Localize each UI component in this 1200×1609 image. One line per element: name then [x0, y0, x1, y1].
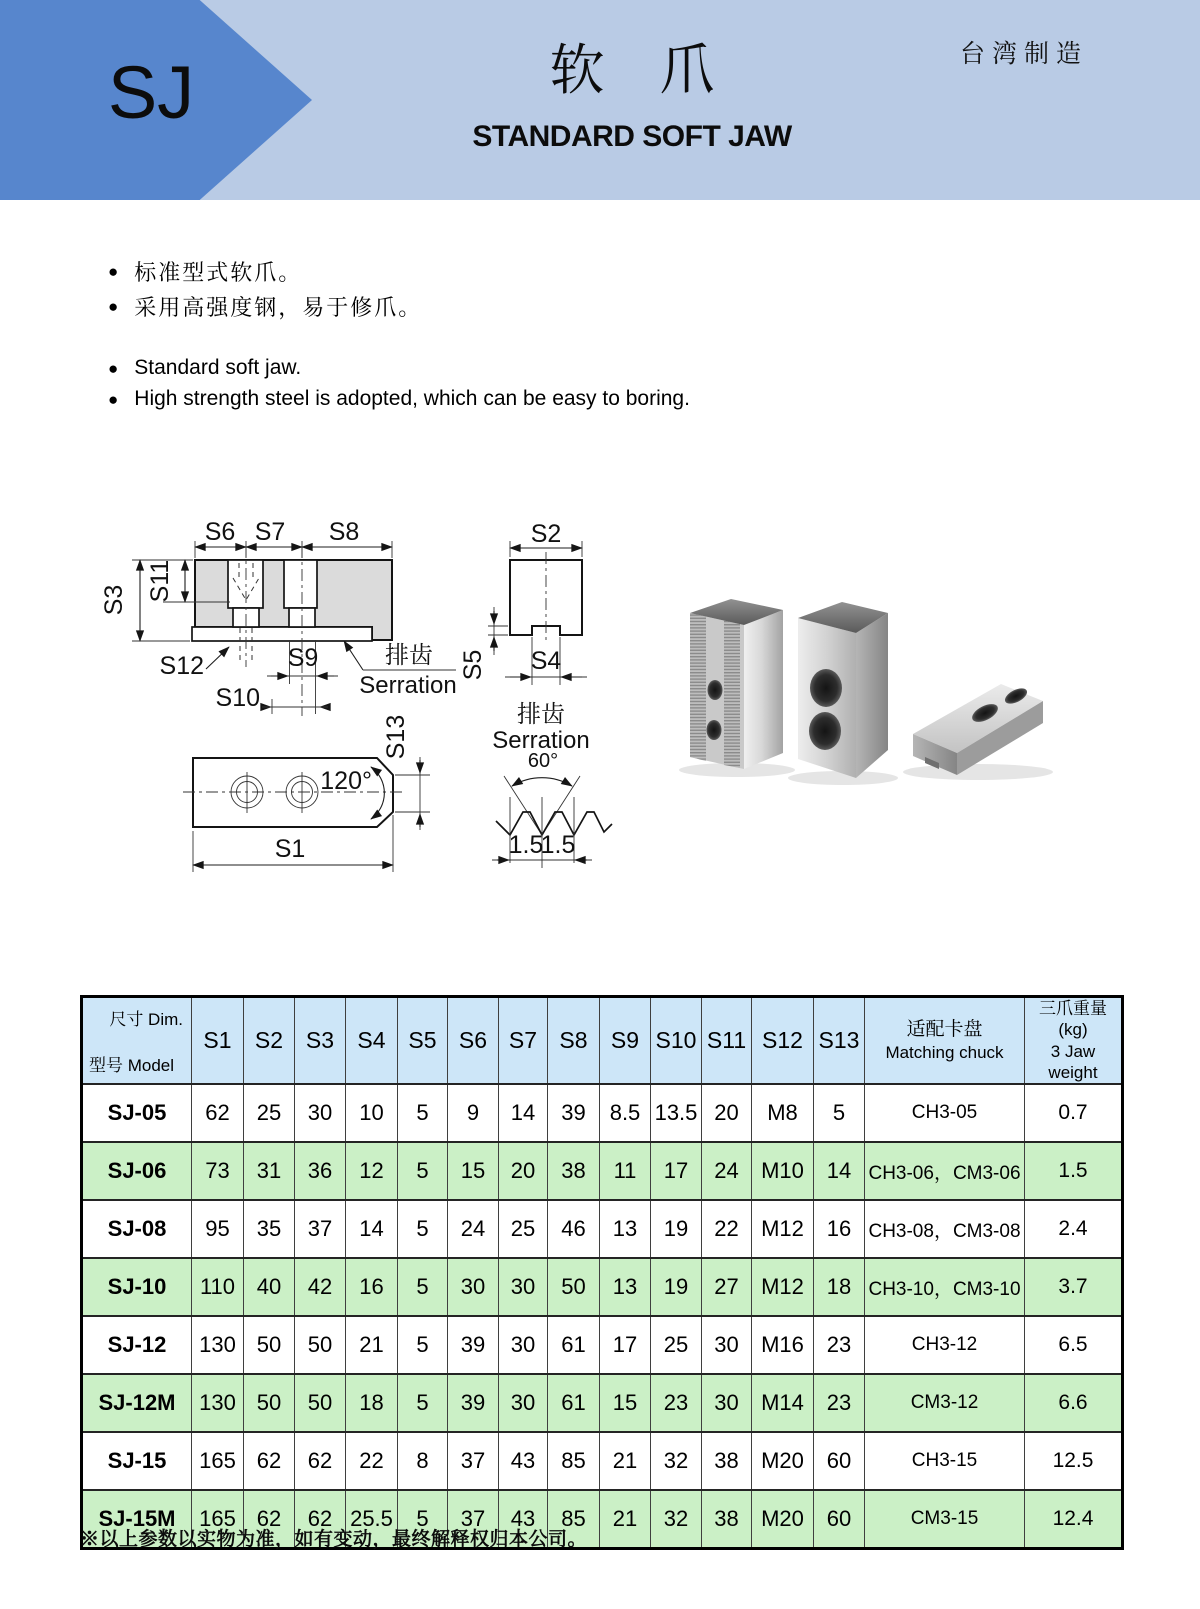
- dim-value-cell: 12: [346, 1142, 398, 1200]
- weight-cell: 3.7: [1025, 1258, 1123, 1316]
- dim-value-cell: 25: [244, 1084, 295, 1142]
- model-cell: SJ-05: [82, 1084, 192, 1142]
- dim-label-s4: S4: [530, 647, 562, 675]
- bullet-icon: ●: [108, 297, 119, 316]
- table-row: [82, 1432, 1123, 1490]
- serration-title-cn: 排齿: [517, 701, 565, 728]
- chuck-header-en: Matching chuck: [885, 1042, 1004, 1062]
- dim-label-s7: S7: [254, 518, 286, 546]
- dim-value-cell: 30: [702, 1374, 752, 1432]
- dim-value-cell: 50: [295, 1316, 346, 1374]
- dim-value-cell: 60: [814, 1490, 865, 1548]
- soft-jaw-block-right: [913, 684, 1043, 775]
- chuck-cell: CH3-15: [865, 1432, 1025, 1490]
- dim-value-cell: 39: [448, 1374, 499, 1432]
- dim-value-cell: 23: [814, 1374, 865, 1432]
- dim-value-cell: 50: [295, 1374, 346, 1432]
- weight-cell: 12.5: [1025, 1432, 1123, 1490]
- dim-value-cell: 130: [192, 1316, 244, 1374]
- col-header-s5: S5: [398, 997, 448, 1085]
- dim-value-cell: 62: [192, 1084, 244, 1142]
- dim-label-s2: S2: [530, 520, 562, 548]
- dim-value-cell: M20: [752, 1490, 814, 1548]
- table-row: [82, 1258, 1123, 1316]
- dim-value-cell: 39: [548, 1084, 600, 1142]
- chamfer-angle-label: 120°: [320, 767, 372, 795]
- dim-value-cell: 14: [499, 1084, 548, 1142]
- dim-value-cell: 25: [499, 1200, 548, 1258]
- spec-table-container: [80, 995, 1124, 1550]
- end-view: [459, 520, 587, 685]
- serration-title-en: Serration: [492, 727, 590, 754]
- model-cell: SJ-12: [82, 1316, 192, 1374]
- dim-value-cell: 43: [499, 1490, 548, 1548]
- dim-value-cell: 62: [244, 1490, 295, 1548]
- dim-label-s13: S13: [382, 714, 410, 760]
- dim-value-cell: M16: [752, 1316, 814, 1374]
- col-header-s7: S7: [499, 997, 548, 1085]
- corner-header-cell: [82, 997, 192, 1085]
- dim-value-cell: M12: [752, 1258, 814, 1316]
- dim-value-cell: 17: [600, 1316, 651, 1374]
- feature-text: Standard soft jaw.: [134, 356, 302, 379]
- weight-cell: 2.4: [1025, 1200, 1123, 1258]
- soft-jaw-block-left: [690, 599, 783, 769]
- col-header-s11: S11: [702, 997, 752, 1085]
- technical-drawing: [90, 460, 660, 880]
- series-code: SJ: [107, 51, 195, 134]
- dim-value-cell: 20: [702, 1084, 752, 1142]
- feature-text: 采用高强度钢，易于修爪。: [134, 295, 423, 320]
- side-view: [100, 518, 457, 716]
- dim-header-label: 尺寸 Dim.: [109, 1010, 183, 1029]
- weight-cell: 12.4: [1025, 1490, 1123, 1548]
- dim-label-s3: S3: [100, 584, 128, 616]
- product-photo: [630, 540, 1130, 880]
- dim-value-cell: 8: [398, 1432, 448, 1490]
- dim-value-cell: 5: [398, 1316, 448, 1374]
- dim-value-cell: 5: [398, 1200, 448, 1258]
- page-title-cn: 软 爪: [549, 39, 715, 101]
- dim-value-cell: 95: [192, 1200, 244, 1258]
- dim-value-cell: 30: [499, 1316, 548, 1374]
- chuck-cell: CH3-05: [865, 1084, 1025, 1142]
- dim-value-cell: 19: [651, 1258, 702, 1316]
- dim-value-cell: 30: [702, 1316, 752, 1374]
- dim-value-cell: 61: [548, 1374, 600, 1432]
- dim-value-cell: 32: [651, 1490, 702, 1548]
- col-header-s3: S3: [295, 997, 346, 1085]
- dim-label-s6: S6: [204, 518, 236, 546]
- model-cell: SJ-12M: [82, 1374, 192, 1432]
- dim-value-cell: 165: [192, 1432, 244, 1490]
- col-header-s8: S8: [548, 997, 600, 1085]
- dim-value-cell: 5: [398, 1490, 448, 1548]
- dim-value-cell: 30: [499, 1258, 548, 1316]
- dim-value-cell: 10: [346, 1084, 398, 1142]
- dim-value-cell: M14: [752, 1374, 814, 1432]
- dim-value-cell: 37: [295, 1200, 346, 1258]
- dim-value-cell: 24: [702, 1142, 752, 1200]
- dim-label-s5: S5: [459, 649, 487, 681]
- dim-label-s8: S8: [328, 518, 360, 546]
- jaw-bore: [809, 712, 841, 750]
- pitch-label-left: 1.5: [508, 831, 544, 859]
- dim-value-cell: 37: [448, 1490, 499, 1548]
- dim-value-cell: 22: [702, 1200, 752, 1258]
- bullet-icon: ●: [108, 389, 119, 409]
- dim-value-cell: 21: [346, 1316, 398, 1374]
- dim-value-cell: 15: [600, 1374, 651, 1432]
- dim-value-cell: 38: [702, 1432, 752, 1490]
- dim-value-cell: 39: [448, 1316, 499, 1374]
- dim-value-cell: 21: [600, 1432, 651, 1490]
- dim-value-cell: 61: [548, 1316, 600, 1374]
- dim-value-cell: 13: [600, 1258, 651, 1316]
- dim-value-cell: 25.5: [346, 1490, 398, 1548]
- dim-value-cell: 23: [651, 1374, 702, 1432]
- dim-value-cell: 62: [295, 1490, 346, 1548]
- feature-item-cn-2: [108, 291, 422, 322]
- chuck-cell: CM3-12: [865, 1374, 1025, 1432]
- jaw-hole: [707, 720, 722, 740]
- model-cell: SJ-15M: [82, 1490, 192, 1548]
- chuck-header-cn: 适配卡盘: [906, 1019, 983, 1040]
- dim-value-cell: 36: [295, 1142, 346, 1200]
- dim-value-cell: 62: [244, 1432, 295, 1490]
- dim-value-cell: 15: [448, 1142, 499, 1200]
- col-header-chuck: [865, 997, 1025, 1085]
- serration-label-cn: 排齿: [385, 642, 433, 669]
- feature-text: High strength steel is adopted, which can be easy to boring.: [134, 387, 690, 410]
- dim-value-cell: 30: [295, 1084, 346, 1142]
- dim-value-cell: 22: [346, 1432, 398, 1490]
- feature-item-cn-1: [108, 256, 302, 287]
- dim-value-cell: 14: [814, 1142, 865, 1200]
- page-title-en: STANDARD SOFT JAW: [472, 120, 792, 153]
- col-header-s12: S12: [752, 997, 814, 1085]
- feature-item-en-2: [108, 387, 690, 411]
- dim-value-cell: 9: [448, 1084, 499, 1142]
- model-cell: SJ-15: [82, 1432, 192, 1490]
- col-header-s1: S1: [192, 997, 244, 1085]
- dim-value-cell: 11: [600, 1142, 651, 1200]
- tooth-angle-label: 60°: [527, 750, 559, 772]
- dim-value-cell: 27: [702, 1258, 752, 1316]
- spec-table: [80, 995, 1124, 1550]
- dim-value-cell: M12: [752, 1200, 814, 1258]
- model-header-label: 型号 Model: [89, 1056, 175, 1075]
- dim-value-cell: 43: [499, 1432, 548, 1490]
- col-header-s4: S4: [346, 997, 398, 1085]
- dim-value-cell: M10: [752, 1142, 814, 1200]
- dim-value-cell: 5: [398, 1374, 448, 1432]
- made-in-label: 台湾制造: [960, 40, 1089, 68]
- col-header-weight: [1025, 997, 1123, 1085]
- dim-value-cell: 19: [651, 1200, 702, 1258]
- dim-value-cell: 40: [244, 1258, 295, 1316]
- dim-value-cell: 50: [548, 1258, 600, 1316]
- table-body: [82, 997, 1123, 1549]
- table-row: [82, 1142, 1123, 1200]
- col-header-s2: S2: [244, 997, 295, 1085]
- table-row: [82, 1084, 1123, 1142]
- dim-value-cell: 21: [600, 1490, 651, 1548]
- dim-value-cell: 38: [548, 1142, 600, 1200]
- weight-cell: 1.5: [1025, 1142, 1123, 1200]
- feature-item-en-1: [108, 356, 301, 380]
- dim-value-cell: 25: [651, 1316, 702, 1374]
- model-cell: SJ-10: [82, 1258, 192, 1316]
- dim-value-cell: 16: [346, 1258, 398, 1316]
- dim-value-cell: M20: [752, 1432, 814, 1490]
- dim-value-cell: 32: [651, 1432, 702, 1490]
- col-header-s10: S10: [651, 997, 702, 1085]
- col-header-s13: S13: [814, 997, 865, 1085]
- weight-cell: 6.6: [1025, 1374, 1123, 1432]
- dim-label-s9: S9: [287, 644, 319, 672]
- jaw-hole: [708, 680, 723, 700]
- dim-value-cell: 85: [548, 1432, 600, 1490]
- serration-detail: [492, 701, 612, 868]
- dim-value-cell: 50: [244, 1316, 295, 1374]
- chuck-cell: CH3-06，CM3-06: [865, 1142, 1025, 1200]
- dim-value-cell: 13.5: [651, 1084, 702, 1142]
- footnote: ※以上参数以实物为准，如有变动，最终解释权归本公司。: [80, 1529, 588, 1550]
- col-header-s6: S6: [448, 997, 499, 1085]
- dim-value-cell: 73: [192, 1142, 244, 1200]
- shadow: [903, 764, 1053, 780]
- dim-value-cell: 165: [192, 1490, 244, 1548]
- dim-value-cell: 35: [244, 1200, 295, 1258]
- weight-header-cn: 三爪重量(kg): [1039, 999, 1107, 1040]
- dim-label-s10: S10: [215, 684, 260, 712]
- jaw-bore: [810, 669, 842, 707]
- dim-value-cell: 31: [244, 1142, 295, 1200]
- weight-cell: 0.7: [1025, 1084, 1123, 1142]
- dim-value-cell: 5: [398, 1084, 448, 1142]
- header-banner: [0, 0, 1200, 200]
- feature-text: 标准型式软爪。: [134, 260, 303, 285]
- bullet-icon: ●: [108, 262, 119, 281]
- dim-value-cell: 110: [192, 1258, 244, 1316]
- top-view: [183, 715, 430, 872]
- weight-cell: 6.5: [1025, 1316, 1123, 1374]
- dim-value-cell: 30: [448, 1258, 499, 1316]
- dim-value-cell: 130: [192, 1374, 244, 1432]
- soft-jaw-block-middle: [798, 602, 888, 778]
- dim-value-cell: 30: [499, 1374, 548, 1432]
- dim-value-cell: 38: [702, 1490, 752, 1548]
- dim-value-cell: 85: [548, 1490, 600, 1548]
- dim-value-cell: 46: [548, 1200, 600, 1258]
- weight-header-en: 3 Jaw weight: [1048, 1041, 1098, 1082]
- pitch-label-right: 1.5: [540, 831, 576, 859]
- dim-value-cell: 18: [814, 1258, 865, 1316]
- dim-value-cell: 62: [295, 1432, 346, 1490]
- dim-value-cell: 8.5: [600, 1084, 651, 1142]
- dim-value-cell: 42: [295, 1258, 346, 1316]
- dim-value-cell: 5: [398, 1142, 448, 1200]
- dim-value-cell: 50: [244, 1374, 295, 1432]
- dim-value-cell: 17: [651, 1142, 702, 1200]
- chuck-cell: CH3-12: [865, 1316, 1025, 1374]
- dim-value-cell: 37: [448, 1432, 499, 1490]
- dim-value-cell: 5: [398, 1258, 448, 1316]
- dim-value-cell: 16: [814, 1200, 865, 1258]
- dim-value-cell: 24: [448, 1200, 499, 1258]
- chuck-cell: CH3-08，CM3-08: [865, 1200, 1025, 1258]
- table-row: [82, 1316, 1123, 1374]
- model-cell: SJ-06: [82, 1142, 192, 1200]
- chuck-cell: CH3-10，CM3-10: [865, 1258, 1025, 1316]
- dim-label-s12: S12: [159, 652, 204, 680]
- chuck-cell: CM3-15: [865, 1490, 1025, 1548]
- dim-value-cell: 18: [346, 1374, 398, 1432]
- table-row: [82, 1374, 1123, 1432]
- dim-value-cell: 60: [814, 1432, 865, 1490]
- dim-value-cell: M8: [752, 1084, 814, 1142]
- model-cell: SJ-08: [82, 1200, 192, 1258]
- col-header-s9: S9: [600, 997, 651, 1085]
- bullet-icon: ●: [108, 358, 119, 378]
- table-row: [82, 1200, 1123, 1258]
- serration-label-en: Serration: [359, 672, 457, 699]
- dim-value-cell: 13: [600, 1200, 651, 1258]
- table-header-row: [82, 997, 1123, 1085]
- dim-label-s11: S11: [146, 559, 174, 603]
- dim-label-s1: S1: [274, 835, 306, 863]
- dim-value-cell: 20: [499, 1142, 548, 1200]
- dim-value-cell: 14: [346, 1200, 398, 1258]
- dim-value-cell: 5: [814, 1084, 865, 1142]
- dim-value-cell: 23: [814, 1316, 865, 1374]
